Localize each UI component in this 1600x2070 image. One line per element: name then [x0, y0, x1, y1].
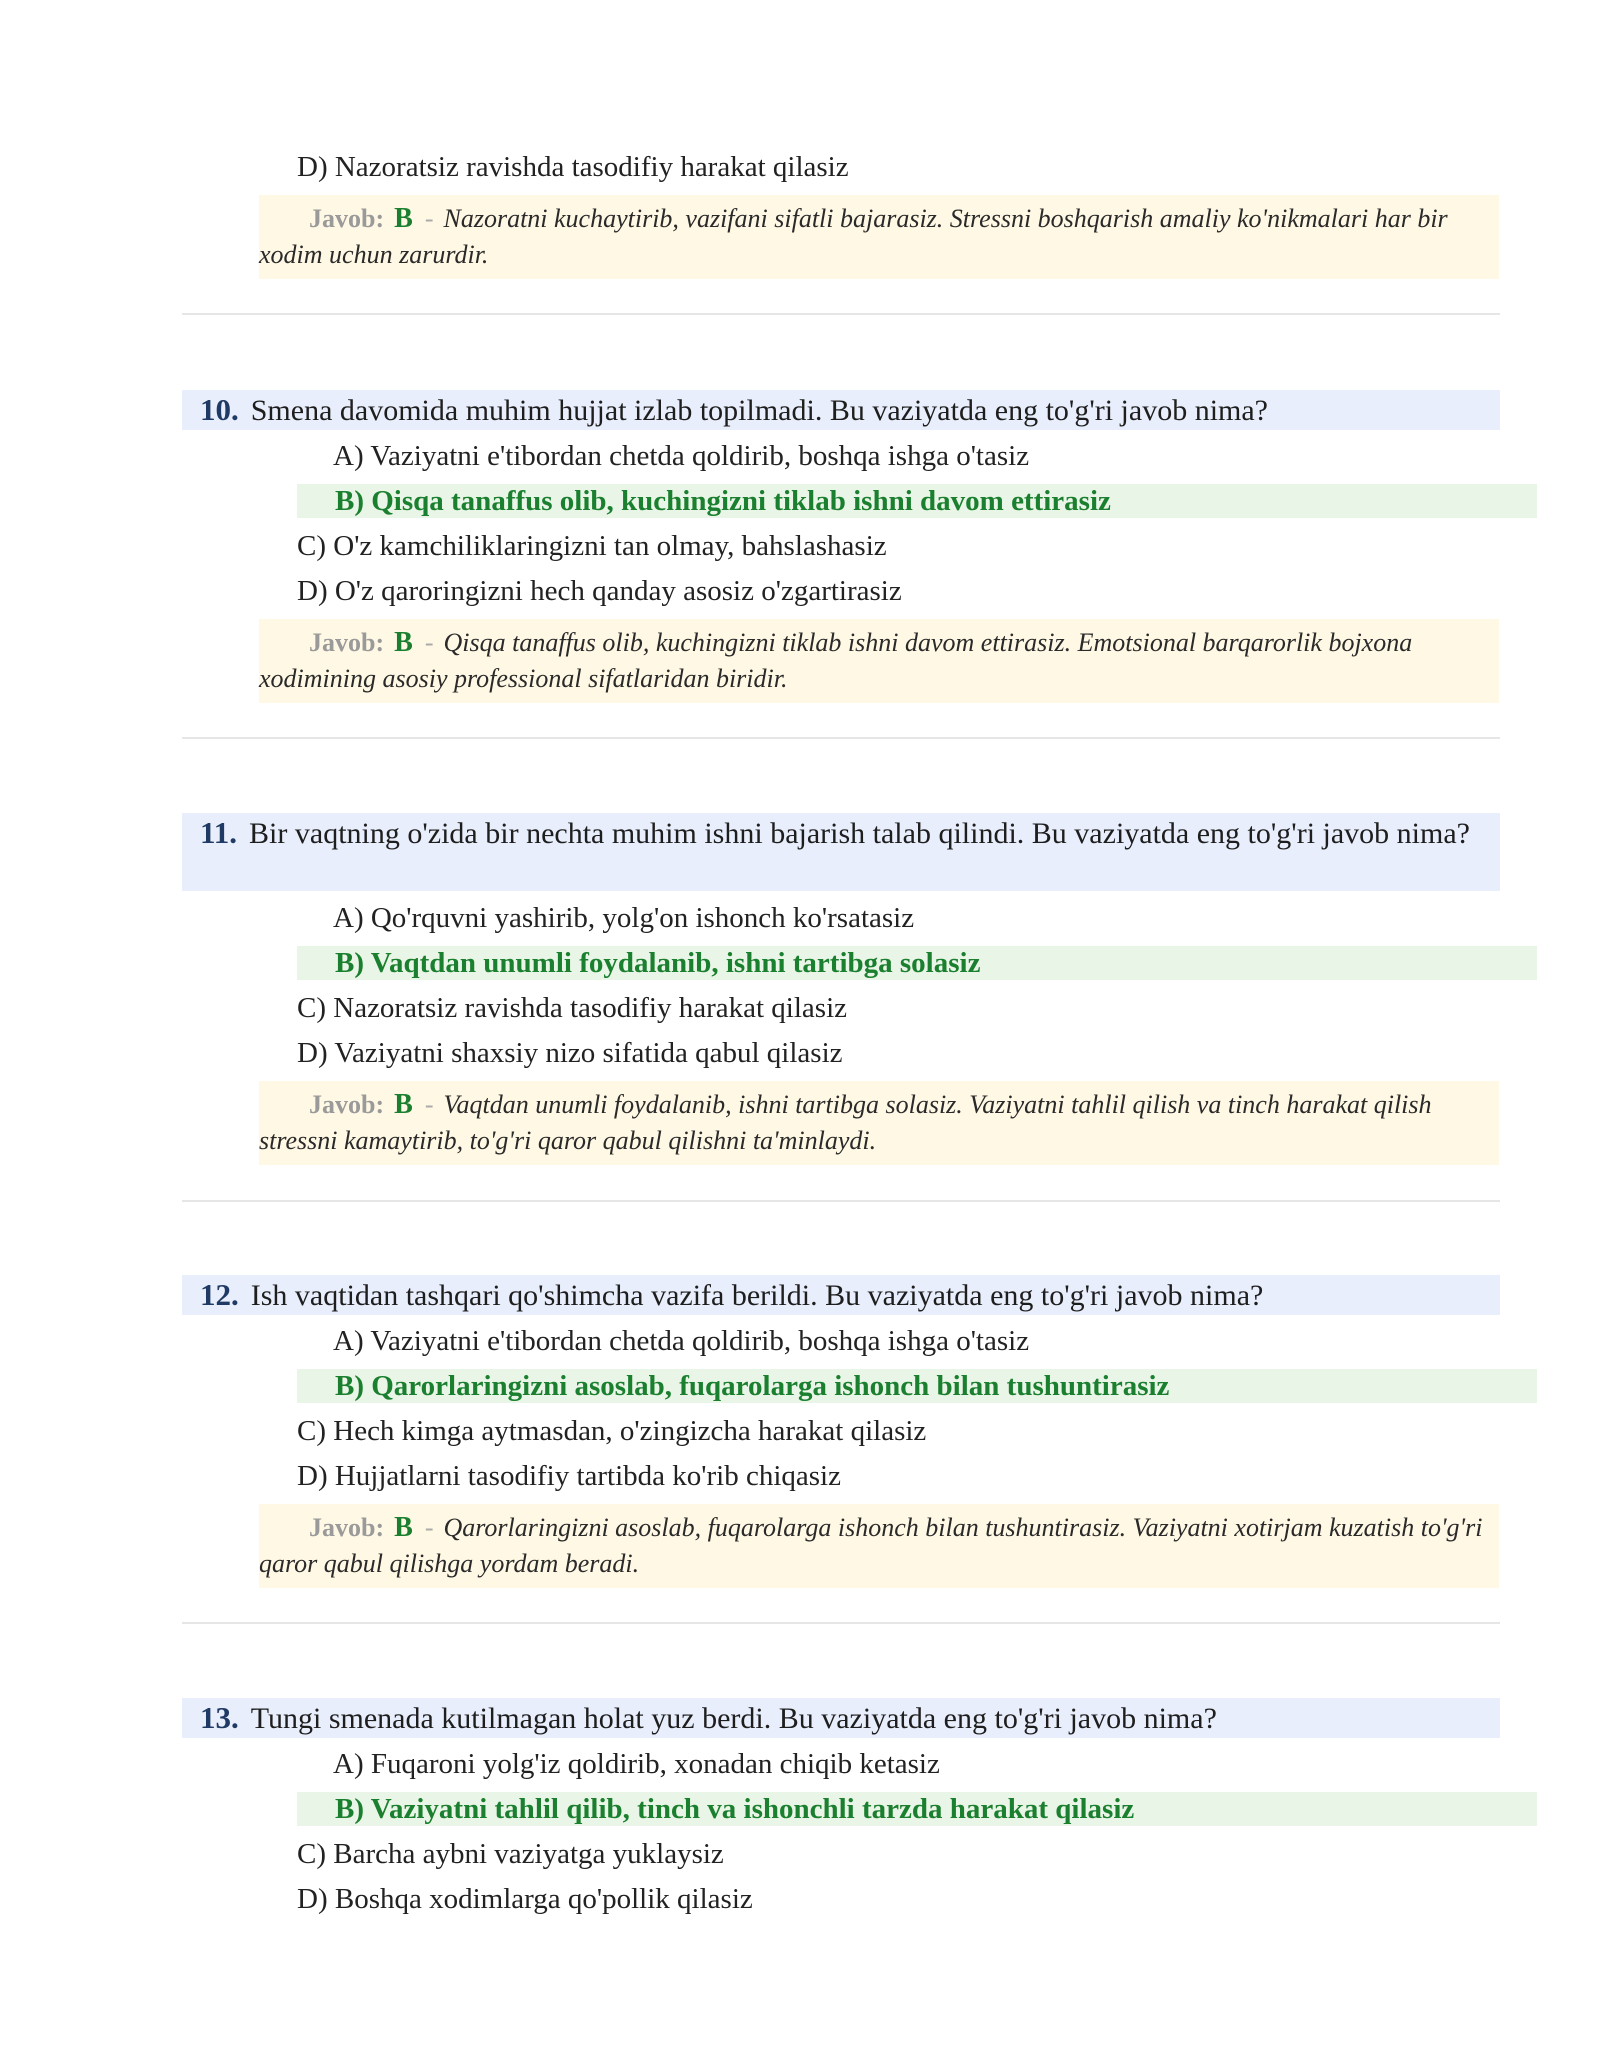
section-divider — [182, 1200, 1500, 1202]
q10-option-b-correct: B) Qisqa tanaffus olib, kuchingizni tiklab ishni davom ettirasiz — [297, 484, 1537, 518]
question-number: 10. — [200, 392, 239, 427]
q12-option-d: D) Hujjatlarni tasodifiy tartibda ko'rib chiqasiz — [297, 1460, 841, 1492]
answer-letter: B — [394, 203, 413, 234]
q9-option-d: D) Nazoratsiz ravishda tasodifiy harakat qilasiz — [297, 151, 849, 183]
question-text: Smena davomida muhim hujjat izlab topilmadi. Bu vaziyatda eng to'g'ri javob nima? — [250, 394, 1268, 427]
q12-option-c: C) Hech kimga aytmasdan, o'zingizcha harakat qilasiz — [297, 1415, 927, 1447]
answer-explanation: Qisqa tanaffus olib, kuchingizni tiklab ishni davom ettirasiz. Emotsional barqarorlik bojxona xodimining asosiy professional sifatlaridan biridir. — [259, 628, 1413, 693]
q13-option-a: A) Fuqaroni yolg'iz qoldirib, xonadan chiqib ketasiz — [333, 1748, 940, 1780]
question-number: 11. — [200, 815, 238, 850]
answer-letter: B — [394, 627, 413, 658]
answer-dash: - — [424, 204, 434, 233]
q10-answer-box — [259, 619, 1499, 703]
q12-option-b-correct: B) Qarorlaringizni asoslab, fuqarolarga ishonch bilan tushuntirasiz — [297, 1369, 1537, 1403]
answer-label: Javob: — [309, 628, 385, 657]
q11-option-a: A) Qo'rquvni yashirib, yolg'on ishonch ko'rsatasiz — [333, 902, 915, 934]
answer-letter: B — [394, 1512, 413, 1543]
q11-option-d: D) Vaziyatni shaxsiy nizo sifatida qabul qilasiz — [297, 1037, 843, 1069]
section-divider — [182, 1622, 1500, 1624]
question-text: Bir vaqtning o'zida bir nechta muhim ishni bajarish talab qilindi. Bu vaziyatda eng to'g'ri javob nima? — [249, 817, 1470, 850]
answer-label: Javob: — [309, 1090, 385, 1119]
q10-option-a: A) Vaziyatni e'tibordan chetda qoldirib, boshqa ishga o'tasiz — [333, 440, 1030, 472]
q11-option-c: C) Nazoratsiz ravishda tasodifiy harakat qilasiz — [297, 992, 847, 1024]
answer-label: Javob: — [309, 1513, 385, 1542]
answer-label: Javob: — [309, 204, 385, 233]
section-divider — [182, 313, 1500, 315]
q13-option-c: C) Barcha aybni vaziyatga yuklaysiz — [297, 1838, 724, 1870]
q12-answer-box — [259, 1504, 1499, 1588]
answer-dash: - — [424, 1513, 434, 1542]
answer-explanation: Vaqtdan unumli foydalanib, ishni tartibga solasiz. Vaziyatni tahlil qilish va tinch harakat qilish stressni kamaytirib, to'g'ri qaror qabul qilishni ta'minlaydi. — [259, 1090, 1432, 1155]
answer-dash: - — [424, 1090, 434, 1119]
q12-option-a: A) Vaziyatni e'tibordan chetda qoldirib, boshqa ishga o'tasiz — [333, 1325, 1030, 1357]
answer-letter: B — [394, 1089, 413, 1120]
section-divider — [182, 737, 1500, 739]
question-number: 12. — [200, 1277, 239, 1312]
q9-answer-box — [259, 195, 1499, 279]
question-12 — [182, 1275, 1500, 1315]
answer-dash: - — [424, 628, 434, 657]
answer-explanation: Nazoratni kuchaytirib, vazifani sifatli bajarasiz. Stressni boshqarish amaliy ko'nikmalari har bir xodim uchun zarurdir. — [259, 204, 1448, 269]
question-13 — [182, 1698, 1500, 1738]
question-11 — [182, 813, 1500, 891]
answer-explanation: Qarorlaringizni asoslab, fuqarolarga ishonch bilan tushuntirasiz. Vaziyatni xotirjam kuzatish to'g'ri qaror qabul qilishga yordam beradi. — [259, 1513, 1483, 1578]
question-number: 13. — [200, 1700, 239, 1735]
q11-option-b-correct: B) Vaqtdan unumli foydalanib, ishni tartibga solasiz — [297, 946, 1537, 980]
question-10 — [182, 390, 1500, 430]
question-text: Ish vaqtidan tashqari qo'shimcha vazifa berildi. Bu vaziyatda eng to'g'ri javob nima? — [250, 1279, 1264, 1312]
question-text: Tungi smenada kutilmagan holat yuz berdi. Bu vaziyatda eng to'g'ri javob nima? — [250, 1702, 1217, 1735]
q13-option-b-correct: B) Vaziyatni tahlil qilib, tinch va ishonchli tarzda harakat qilasiz — [297, 1792, 1537, 1826]
q10-option-c: C) O'z kamchiliklaringizni tan olmay, bahslashasiz — [297, 530, 887, 562]
q10-option-d: D) O'z qaroringizni hech qanday asosiz o'zgartirasiz — [297, 575, 902, 607]
q13-option-d: D) Boshqa xodimlarga qo'pollik qilasiz — [297, 1883, 753, 1915]
q11-answer-box — [259, 1081, 1499, 1165]
